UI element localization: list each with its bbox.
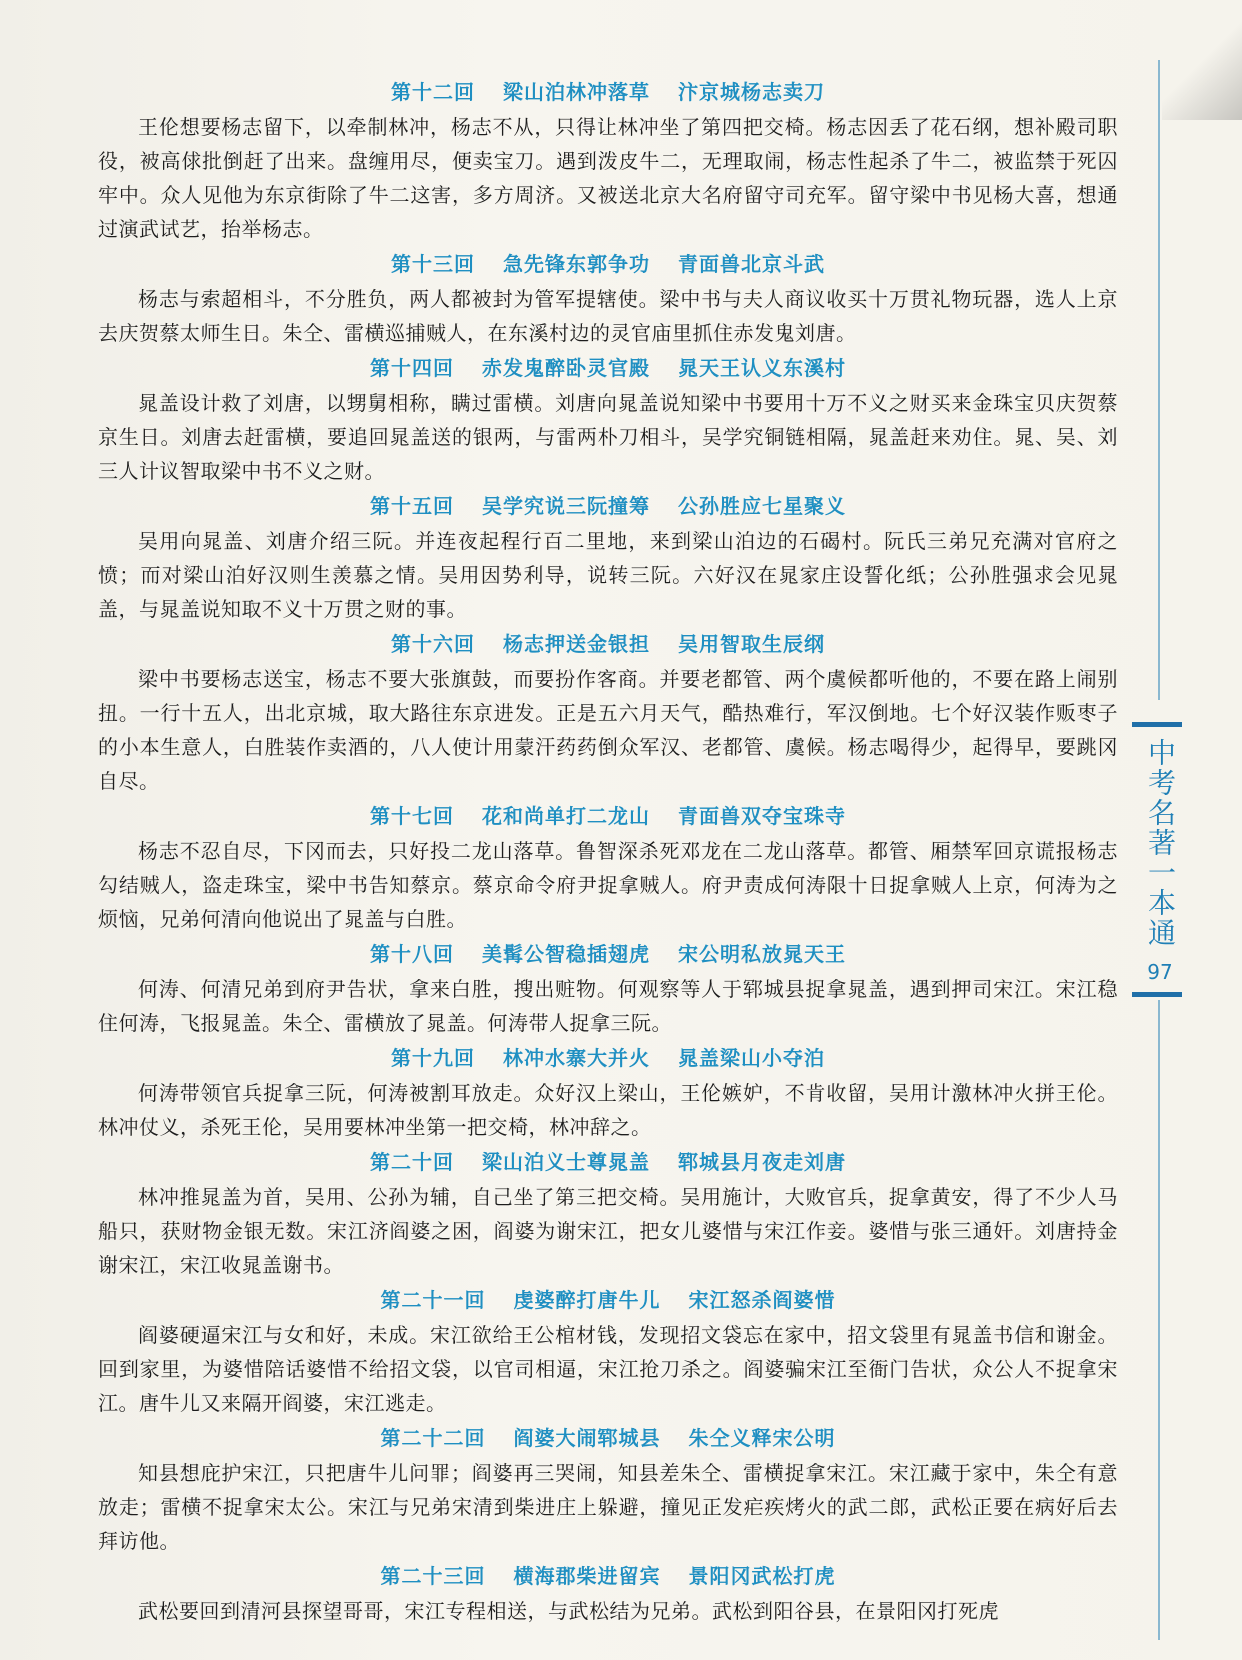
chapter-title xyxy=(98,802,1118,830)
chapter-title-part2: 公孙胜应七星聚义 xyxy=(678,494,846,518)
chapter-title-part1: 赤发鬼醉卧灵官殿 xyxy=(482,356,650,380)
chapter-title-part1: 横海郡柴进留宾 xyxy=(513,1564,661,1588)
chapter-number: 第十八回 xyxy=(370,942,454,966)
chapter-title-part2: 宋公明私放晁天王 xyxy=(678,942,846,966)
chapter-title-part1: 花和尚单打二龙山 xyxy=(482,804,650,828)
chapter-title-part2: 晁盖梁山小夺泊 xyxy=(678,1046,825,1070)
chapter-number: 第二十一回 xyxy=(380,1288,486,1312)
chapter-summary: 王伦想要杨志留下，以牵制林冲，杨志不从，只得让林冲坐了第四把交椅。杨志因丢了花石纲，想补殿司职役，被高俅批倒赶了出来。盘缠用尽，便卖宝刀。遇到泼皮牛二，无理取闹，杨志性起杀了牛二，被监禁于死囚牢中。众人见他为东京街除了牛二这害，多方周济。又被送北京大名府留守司充军。留守梁中书见杨大喜，想通过演武试艺，抬举杨志。 xyxy=(98,115,1118,241)
chapter-title-part2: 青面兽双夺宝珠寺 xyxy=(678,804,846,828)
chapter-title-part1: 美髯公智稳插翅虎 xyxy=(482,942,650,966)
chapter-title-part1: 梁山泊林冲落草 xyxy=(503,80,650,104)
chapter-number: 第十二回 xyxy=(391,80,475,104)
chapter-title-part1: 梁山泊义士尊晁盖 xyxy=(482,1150,650,1174)
chapter-title-part1: 杨志押送金银担 xyxy=(503,632,650,656)
chapter-title-part1: 急先锋东郭争功 xyxy=(503,252,650,276)
chapter-title-part1: 吴学究说三阮撞筹 xyxy=(482,494,650,518)
chapter-title xyxy=(98,1044,1118,1072)
chapter-title xyxy=(98,1424,1118,1452)
chapter-title-part1: 林冲水寨大并火 xyxy=(503,1046,650,1070)
chapter-title-part2: 青面兽北京斗武 xyxy=(678,252,825,276)
chapter-title xyxy=(98,1562,1118,1590)
chapter-title xyxy=(98,250,1118,278)
book-series-title: 中考名著一本通 xyxy=(1144,738,1177,948)
chapter-title xyxy=(98,78,1118,106)
chapter-number: 第十七回 xyxy=(370,804,454,828)
chapter-title xyxy=(98,492,1118,520)
side-tab xyxy=(1130,0,1190,1660)
chapter-number: 第十四回 xyxy=(370,356,454,380)
chapter-title-part1: 阎婆大闹郓城县 xyxy=(513,1426,661,1450)
chapter-summary: 林冲推晁盖为首，吴用、公孙为辅，自己坐了第三把交椅。吴用施计，大败官兵，捉拿黄安，得了不少人马船只，获财物金银无数。宋江济阎婆之困，阎婆为谢宋江，把女儿婆惜与宋江作妾。婆惜与张三通奸。刘唐持金谢宋江，宋江收晁盖谢书。 xyxy=(98,1185,1118,1277)
chapter-title-part2: 晁天王认义东溪村 xyxy=(678,356,846,380)
chapter-title-part2: 朱仝义释宋公明 xyxy=(688,1426,836,1450)
chapter-list xyxy=(98,74,1118,1630)
chapter-summary: 晁盖设计救了刘唐，以甥舅相称，瞒过雷横。刘唐向晁盖说知梁中书要用十万不义之财买来金珠宝贝庆贺蔡京生日。刘唐去赶雷横，要追回晁盖送的银两，与雷两朴刀相斗，吴学究铜链相隔，晁盖赶来劝住。晁、吴、刘三人计议智取梁中书不义之财。 xyxy=(98,391,1118,483)
chapter-title xyxy=(98,630,1118,658)
chapter-title-part1: 虔婆醉打唐牛儿 xyxy=(513,1288,661,1312)
chapter-summary: 阎婆硬逼宋江与女和好，未成。宋江欲给王公棺材钱，发现招文袋忘在家中，招文袋里有晁盖书信和谢金。回到家里，为婆惜陪话婆惜不给招文袋，以官司相逼，宋江抢刀杀之。阎婆骗宋江至衙门告状，众公人不捉拿宋江。唐牛儿又来隔开阎婆，宋江逃走。 xyxy=(98,1323,1118,1415)
chapter-title xyxy=(98,940,1118,968)
chapter-title-part2: 汴京城杨志卖刀 xyxy=(678,80,825,104)
chapter-summary: 武松要回到清河县探望哥哥，宋江专程相送，与武松结为兄弟。武松到阳谷县，在景阳冈打死虎 xyxy=(138,1599,999,1623)
chapter-summary: 何涛带领官兵捉拿三阮，何涛被割耳放走。众好汉上梁山，王伦嫉妒，不肯收留，吴用计激林冲火拼王伦。林冲仗义，杀死王伦，吴用要林冲坐第一把交椅，林冲辞之。 xyxy=(98,1081,1118,1139)
side-marker-top xyxy=(1132,722,1182,727)
chapter-title xyxy=(98,1148,1118,1176)
chapter-number: 第十三回 xyxy=(391,252,475,276)
chapter-number: 第二十三回 xyxy=(380,1564,486,1588)
side-rule-top xyxy=(1158,60,1160,700)
chapter-summary: 知县想庇护宋江，只把唐牛儿问罪；阎婆再三哭闹，知县差朱仝、雷横捉拿宋江。宋江藏于家中，朱仝有意放走；雷横不捉拿宋太公。宋江与兄弟宋清到柴进庄上躲避，撞见正发疟疾烤火的武二郎，武松正要在病好后去拜访他。 xyxy=(98,1461,1118,1553)
chapter-summary: 杨志不忍自尽，下冈而去，只好投二龙山落草。鲁智深杀死邓龙在二龙山落草。都管、厢禁军回京谎报杨志勾结贼人，盗走珠宝，梁中书告知蔡京。蔡京命令府尹捉拿贼人。府尹责成何涛限十日捉拿贼人上京，何涛为之烦恼，兄弟何清向他说出了晁盖与白胜。 xyxy=(98,839,1118,931)
side-marker-bottom xyxy=(1132,992,1182,997)
side-rule-bottom xyxy=(1158,1000,1160,1640)
chapter-title-part2: 宋江怒杀阎婆惜 xyxy=(688,1288,836,1312)
chapter-number: 第十六回 xyxy=(391,632,475,656)
chapter-number: 第二十回 xyxy=(370,1150,454,1174)
chapter-number: 第十九回 xyxy=(391,1046,475,1070)
chapter-summary: 梁中书要杨志送宝，杨志不要大张旗鼓，而要扮作客商。并要老都管、两个虞候都听他的，不要在路上闹别扭。一行十五人，出北京城，取大路往东京进发。正是五六月天气，酷热难行，军汉倒地。七个好汉装作贩枣子的小本生意人，白胜装作卖酒的，八人使计用蒙汗药药倒众军汉、老都管、虞候。杨志喝得少，起得早，要跳冈自尽。 xyxy=(98,667,1118,793)
chapter-number: 第二十二回 xyxy=(380,1426,486,1450)
chapter-summary: 吴用向晁盖、刘唐介绍三阮。并连夜起程行百二里地，来到梁山泊边的石碣村。阮氏三弟兄充满对官府之愤；而对梁山泊好汉则生羡慕之情。吴用因势利导，说转三阮。六好汉在晁家庄设誓化纸；公孙胜强求会见晁盖，与晁盖说知取不义十万贯之财的事。 xyxy=(98,529,1118,621)
chapter-summary: 杨志与索超相斗，不分胜负，两人都被封为管军提辖使。梁中书与夫人商议收买十万贯礼物玩器，选人上京去庆贺蔡太师生日。朱仝、雷横巡捕贼人，在东溪村边的灵官庙里抓住赤发鬼刘唐。 xyxy=(98,287,1118,345)
chapter-title-part2: 吴用智取生辰纲 xyxy=(678,632,825,656)
chapter-summary: 何涛、何清兄弟到府尹告状，拿来白胜，搜出赃物。何观察等人于郓城县捉拿晁盖，遇到押司宋江。宋江稳住何涛，飞报晁盖。朱仝、雷横放了晁盖。何涛带人捉拿三阮。 xyxy=(98,977,1118,1035)
chapter-number: 第十五回 xyxy=(370,494,454,518)
chapter-title xyxy=(98,354,1118,382)
chapter-title xyxy=(98,1286,1118,1314)
chapter-title-part2: 郓城县月夜走刘唐 xyxy=(678,1150,846,1174)
chapter-title-part2: 景阳冈武松打虎 xyxy=(688,1564,836,1588)
page-number: 97 xyxy=(1147,960,1173,984)
page-corner-shadow xyxy=(1162,0,1242,120)
